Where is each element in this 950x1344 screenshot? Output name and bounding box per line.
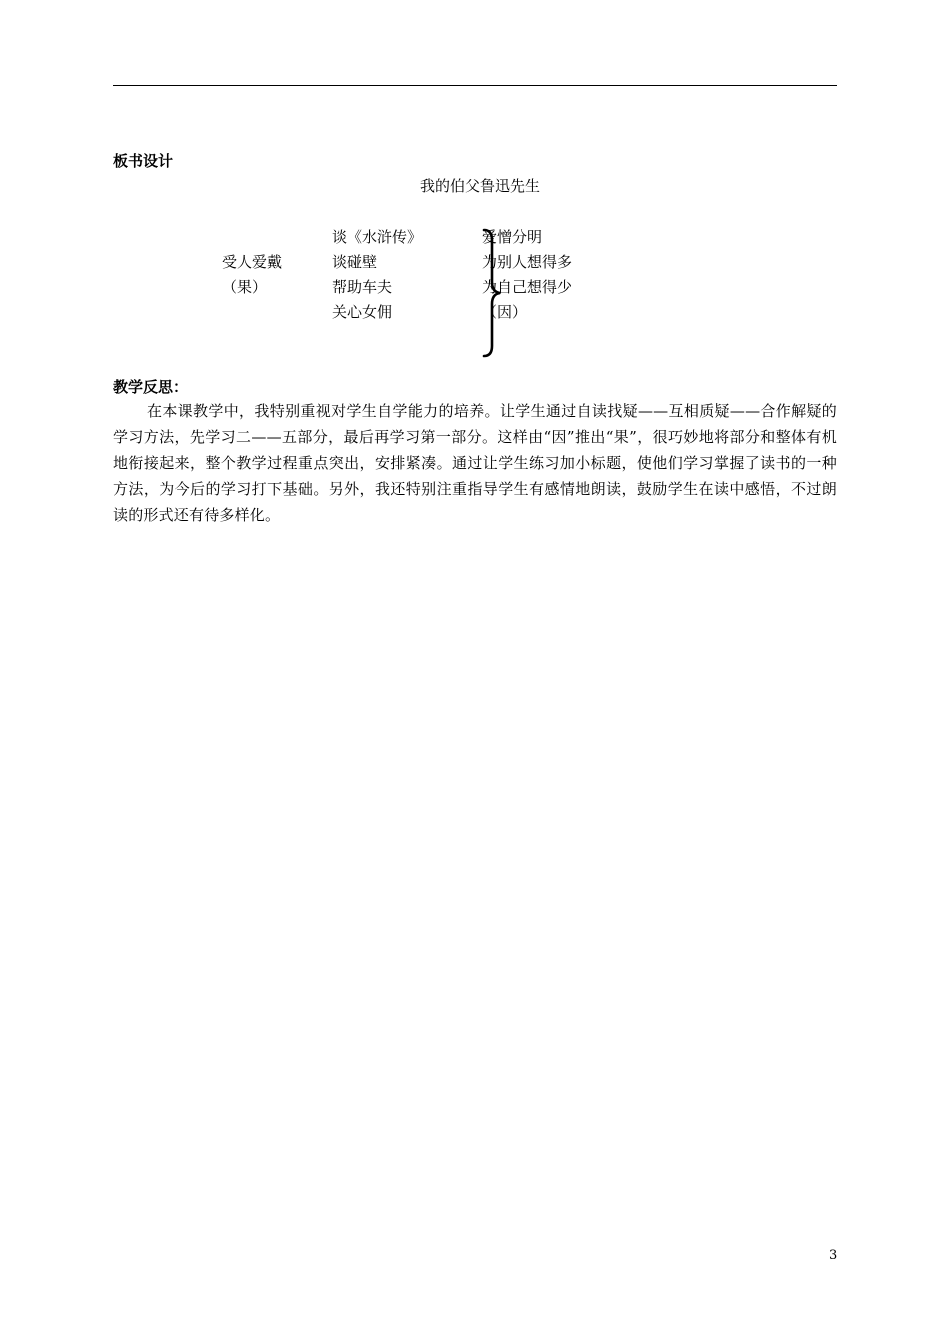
board-right-item: 为别人想得多	[482, 253, 573, 271]
board-middle-item: 谈《水浒传》	[332, 228, 423, 246]
board-right-item: （因）	[482, 303, 528, 321]
board-middle-item: 关心女佣	[332, 303, 393, 321]
board-right-item: 为自己想得少	[482, 278, 573, 296]
header-rule	[113, 85, 837, 86]
curly-brace-icon	[474, 226, 508, 360]
board-left-label: 受人爱戴	[222, 253, 283, 271]
page-number: 3	[829, 1248, 838, 1263]
board-left-sub: （果）	[222, 278, 268, 296]
board-title: 我的伯父鲁迅先生	[420, 177, 541, 195]
board-middle-item: 帮助车夫	[332, 278, 393, 296]
board-design-heading: 板书设计	[113, 152, 174, 170]
board-right-item: 爱憎分明	[482, 228, 543, 246]
reflection-paragraph: 在本课教学中，我特别重视对学生自学能力的培养。让学生通过自读找疑——互相质疑——合作解疑的学习方法，先学习二——五部分，最后再学习第一部分。这样由“因”推出“果”，很巧妙地将部分和整体有机地衔接起来，整个教学过程重点突出，安排紧凑。通过让学生练习加小标题，使他们学习掌握了读书的一种方法，为今后的学习打下基础。另外，我还特别注重指导学生有感情地朗读，鼓励学生在读中感悟，不过朗读的形式还有待多样化。	[113, 402, 837, 524]
reflection-heading: 教学反思：	[113, 378, 189, 396]
board-middle-item: 谈碰壁	[332, 253, 378, 271]
